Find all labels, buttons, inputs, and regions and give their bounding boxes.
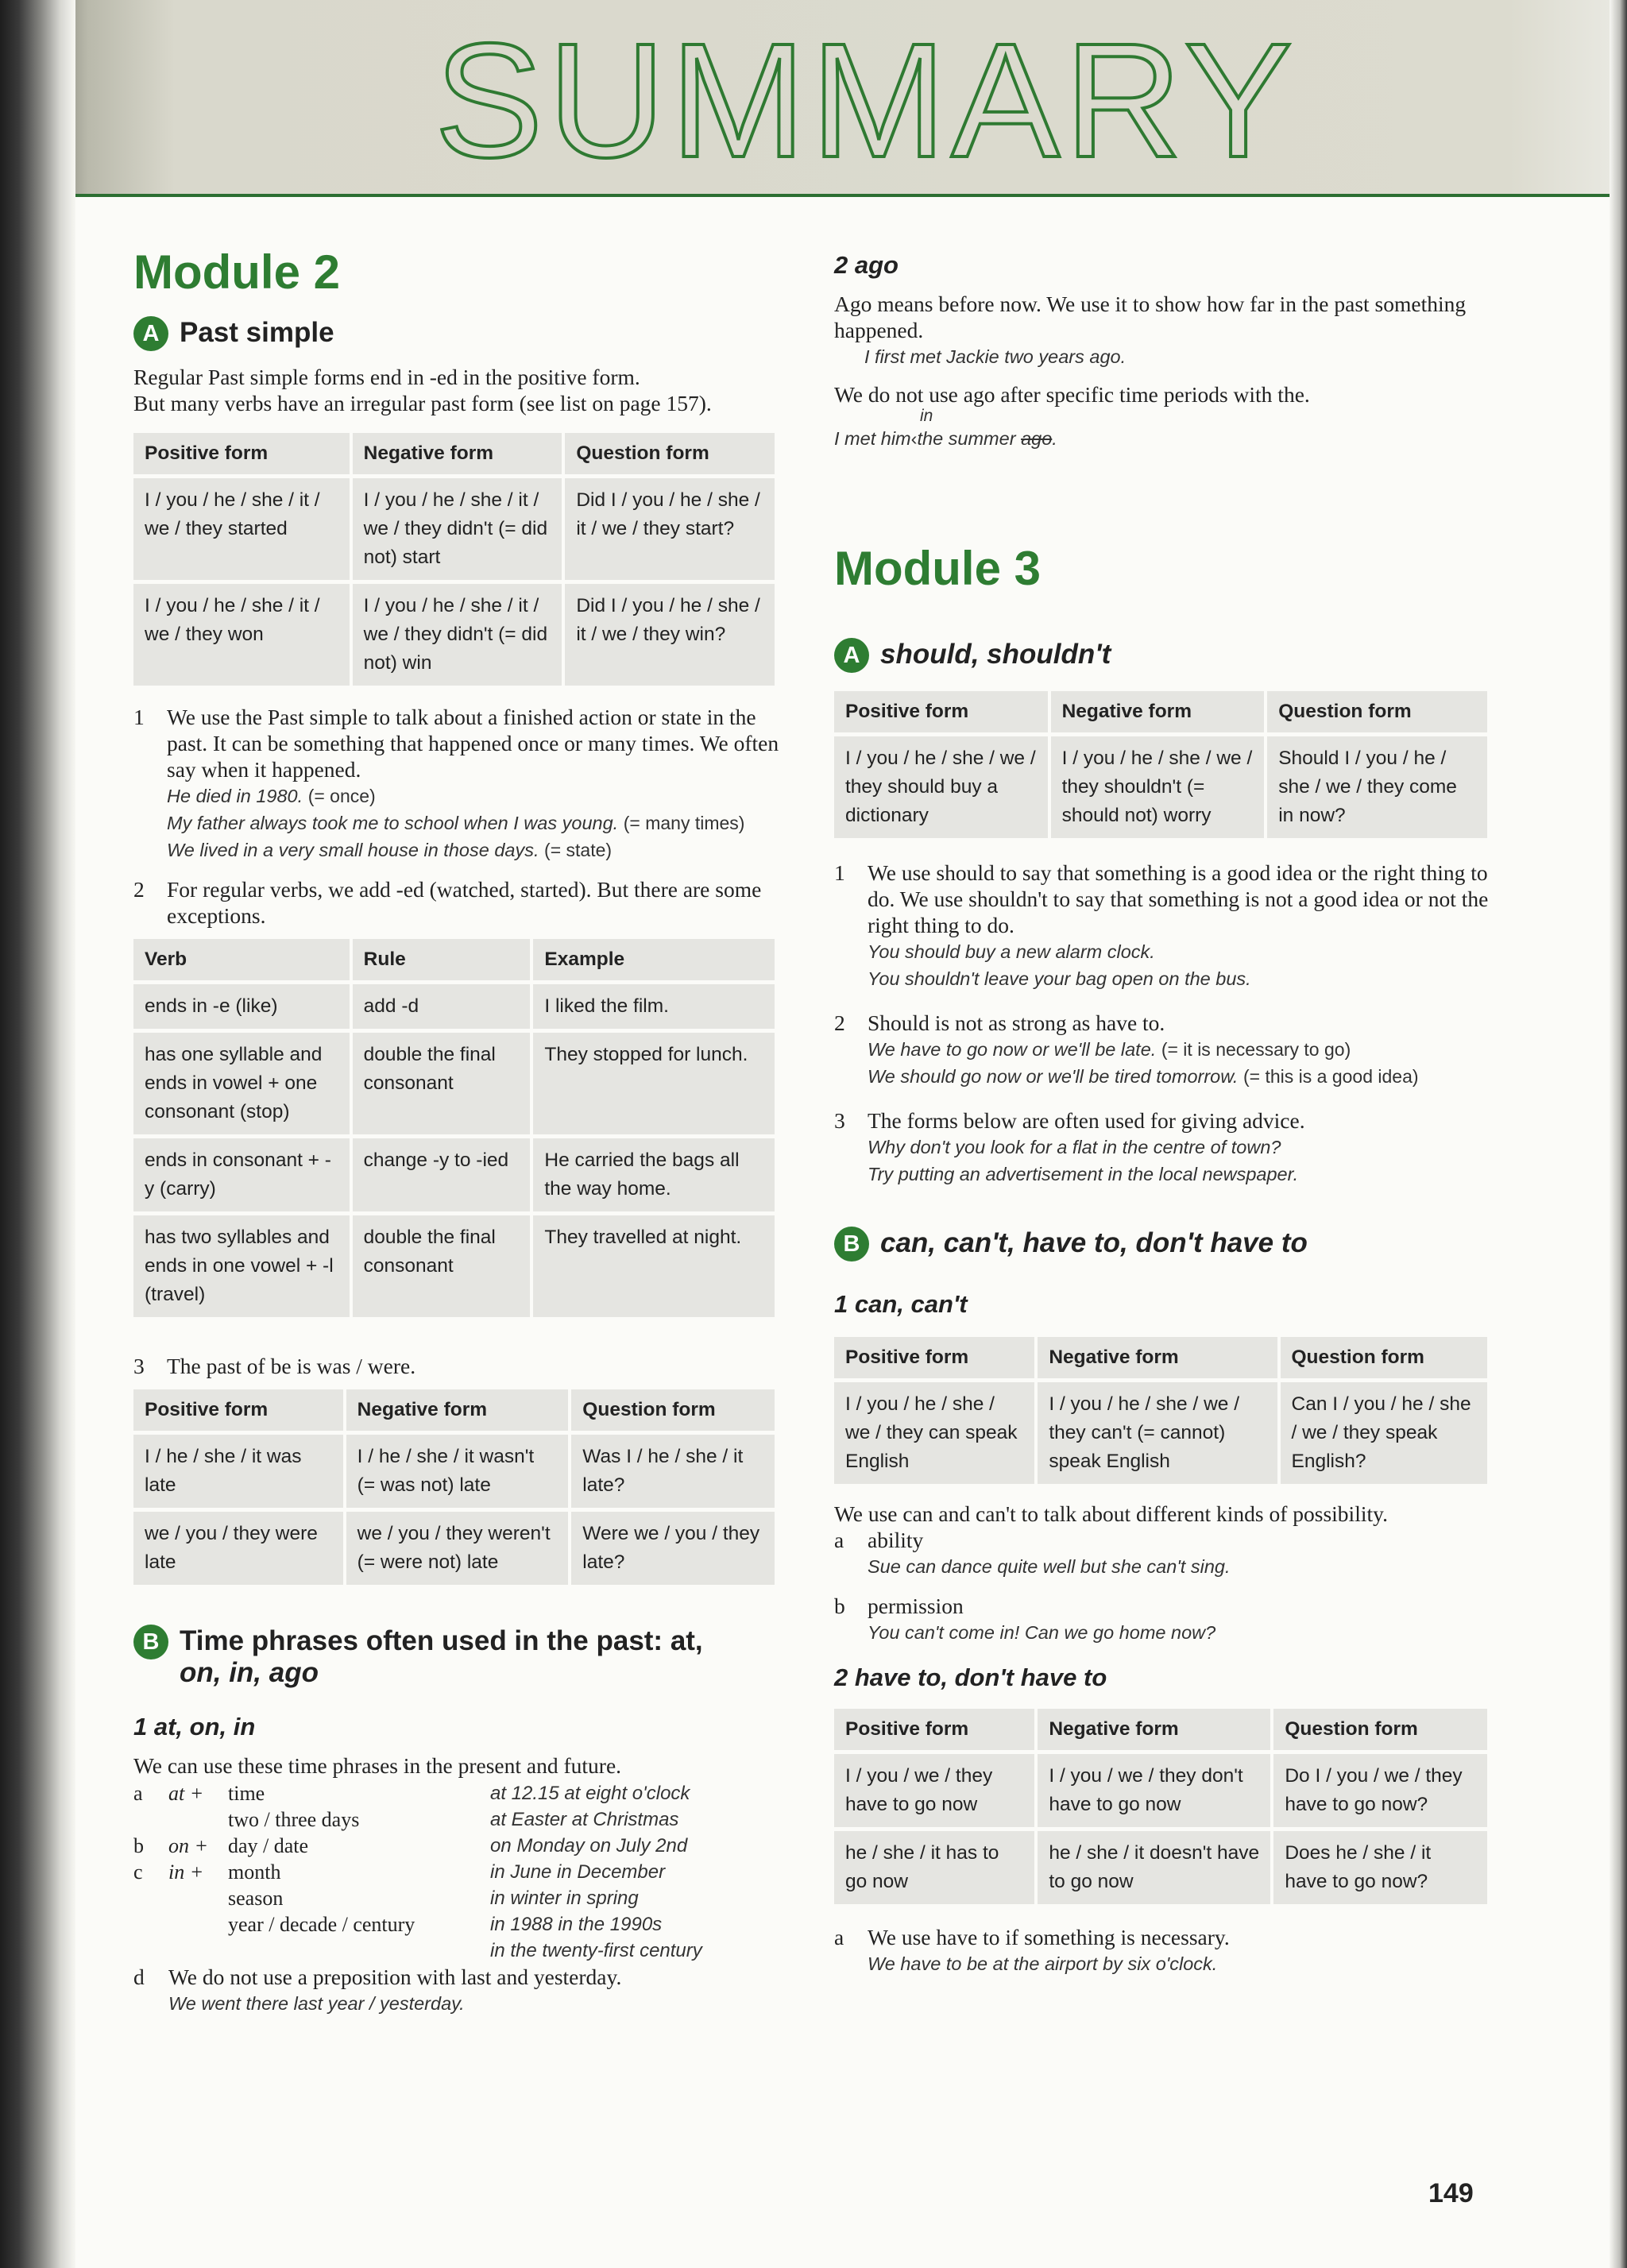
preposition: on + — [168, 1834, 209, 1857]
item-letter: b — [834, 1594, 845, 1618]
list-item — [834, 1010, 1494, 1090]
table-cell: I / you / he / she / we / they should buy a dictionary — [834, 736, 1048, 838]
section-b-heading — [834, 1226, 1494, 1262]
list-item — [133, 1885, 781, 1911]
item-text: Should is not as strong as have to. — [868, 1010, 1165, 1035]
item-letter — [133, 1938, 168, 1964]
table-cell: double the final consonant — [353, 1215, 531, 1317]
subsection-heading: 2 have to, don't have to — [834, 1663, 1107, 1691]
table-header: Positive form — [133, 433, 350, 474]
list-item — [133, 1833, 781, 1859]
example: in 1988 in the 1990s — [490, 1914, 663, 1935]
table-cell: he / she / it has to go now — [834, 1831, 1034, 1904]
example-note: (= once) — [307, 786, 376, 806]
table-cell: double the final consonant — [353, 1033, 531, 1134]
table-cell: Were we / you / they late? — [571, 1512, 775, 1585]
usage: season — [228, 1887, 284, 1910]
item-letter: c — [133, 1860, 143, 1884]
have-to-table — [831, 1705, 1490, 1908]
table-cell: has two syllables and ends in one vowel + -l (travel) — [133, 1215, 350, 1317]
table-cell: They travelled at night. — [533, 1215, 775, 1317]
struck-word: ago — [1021, 428, 1053, 449]
table-cell: we / you / they were late — [133, 1512, 343, 1585]
table-cell: I / he / she / it was late — [133, 1435, 343, 1508]
table-cell: I / you / he / she / it / we / they started — [133, 478, 350, 580]
table-cell: I / you / he / she / it / we / they didn't (= did not) win — [353, 584, 562, 686]
item-text: We use should to say that something is a good idea or the right thing to do. We use shouldn't to say that something is not a good idea or not the right thing to do. — [868, 860, 1489, 937]
example-note: (= state) — [544, 840, 613, 860]
list-item — [133, 1859, 781, 1885]
section-badge: B — [133, 1625, 168, 1659]
usage — [228, 1938, 490, 1964]
section-title: can, can't, have to, don't have to — [880, 1227, 1308, 1258]
section-b-heading — [133, 1624, 781, 1689]
intro-line-2: But many verbs have an irregular past form (see list on page 157). — [133, 391, 712, 415]
item-letter: d — [133, 1965, 145, 1989]
list-item — [834, 1924, 1494, 1977]
section-badge: A — [133, 316, 168, 351]
example: on Monday on July 2nd — [490, 1835, 688, 1857]
preposition: in + — [168, 1860, 204, 1884]
list-item — [133, 1353, 781, 1379]
item-text: We use can and can't to talk about different kinds of possibility. — [834, 1501, 1388, 1526]
table-header: Positive form — [834, 691, 1048, 732]
list-item — [834, 1527, 1494, 1580]
item-letter: b — [133, 1834, 144, 1857]
example: You shouldn't leave your bag open on the bus. — [868, 968, 1251, 989]
subsection-heading: 1 can, can't — [834, 1290, 968, 1318]
item-number: 2 — [834, 1010, 845, 1035]
section-badge: A — [834, 638, 869, 673]
table-cell: Was I / he / she / it late? — [571, 1435, 775, 1508]
table-cell: ends in consonant + -y (carry) — [133, 1138, 350, 1211]
intro-text: We can use these time phrases in the present and future. — [133, 1753, 622, 1778]
usage: time — [228, 1782, 265, 1805]
item-number: 3 — [834, 1108, 845, 1133]
spelling-rules-table — [130, 935, 778, 1321]
example-note: (= it is necessary to go) — [1161, 1039, 1351, 1060]
table-header: Question form — [1273, 1709, 1487, 1750]
example: I first met Jackie two years ago. — [864, 346, 1127, 367]
item-number: 3 — [133, 1354, 145, 1378]
table-header: Question form — [1281, 1337, 1488, 1378]
table-header: Positive form — [834, 1337, 1034, 1378]
item-text: We use the Past simple to talk about a finished action or state in the past. It can be something that happened once or many times. We often say when it happened. — [167, 705, 779, 782]
table-header: Negative form — [353, 433, 562, 474]
item-text: For regular verbs, we add -ed (watched, started). But there are some exceptions. — [167, 877, 762, 928]
list-item — [133, 1964, 781, 2017]
list-item — [133, 876, 781, 929]
item-text: The forms below are often used for giving advice. — [868, 1108, 1305, 1133]
item-text: The past of be is was / were. — [167, 1354, 416, 1378]
section-badge: B — [834, 1227, 869, 1262]
table-cell: Does he / she / it have to go now? — [1273, 1831, 1487, 1904]
table-header: Question form — [571, 1389, 775, 1431]
table-header: Negative form — [1038, 1709, 1270, 1750]
item-letter — [133, 1885, 168, 1911]
table-cell: Do I / you / we / they have to go now? — [1273, 1754, 1487, 1827]
example: We have to go now or we'll be late. — [868, 1039, 1157, 1060]
correction-mark: in — [920, 407, 933, 425]
preposition — [168, 1806, 228, 1833]
item-number: 1 — [133, 705, 145, 729]
example: My father always took me to school when I was young. — [167, 813, 619, 833]
right-column — [834, 230, 1494, 1977]
example: in winter in spring — [490, 1887, 639, 1909]
table-cell: Did I / you / he / she / it / we / they win? — [565, 584, 775, 686]
section-title-line-2: on, in, ago — [180, 1657, 319, 1688]
item-number: 1 — [834, 860, 845, 885]
usage: month — [228, 1860, 281, 1884]
table-header: Negative form — [1038, 1337, 1277, 1378]
table-cell: I / you / he / she / we / they shouldn't (= should not) worry — [1051, 736, 1265, 838]
table-header: Negative form — [1051, 691, 1265, 732]
table-cell: has one syllable and ends in vowel + one consonant (stop) — [133, 1033, 350, 1134]
table-header: Verb — [133, 939, 350, 980]
table-cell: I / you / he / she / it / we / they won — [133, 584, 350, 686]
table-cell: Should I / you / he / she / we / they come in now? — [1267, 736, 1487, 838]
list-item — [133, 1806, 781, 1833]
table-cell: They stopped for lunch. — [533, 1033, 775, 1134]
item-text: We use have to if something is necessary. — [868, 1925, 1230, 1949]
table-cell: I / you / he / she / it / we / they didn't (= did not) start — [353, 478, 562, 580]
example: I met him — [834, 428, 911, 449]
item-letter: a — [834, 1925, 844, 1949]
usage: two / three days — [228, 1808, 360, 1831]
table-cell: I / you / he / she / we / they can't (= cannot) speak English — [1038, 1382, 1277, 1484]
table-cell: I / you / we / they have to go now — [834, 1754, 1034, 1827]
list-item — [133, 1911, 781, 1938]
section-a-heading — [834, 637, 1494, 673]
item-number: 2 — [133, 877, 145, 902]
example: in June in December — [490, 1861, 666, 1883]
page-number: 149 — [1428, 2178, 1474, 2208]
table-cell: He carried the bags all the way home. — [533, 1138, 775, 1211]
example-note: (= this is a good idea) — [1242, 1066, 1419, 1087]
table-cell: I / you / he / she / we / they can speak English — [834, 1382, 1034, 1484]
table-cell: Can I / you / he / she / we / they speak English? — [1281, 1382, 1488, 1484]
subsection-heading: 1 at, on, in — [133, 1713, 256, 1741]
item-text: We do not use ago after specific time periods with the. — [834, 382, 1310, 407]
list-item — [133, 1938, 781, 1964]
example-note: (= many times) — [623, 813, 745, 833]
example: Sue can dance quite well but she can't sing. — [868, 1556, 1231, 1577]
should-table — [831, 687, 1490, 842]
intro-line-1: Regular Past simple forms end in -ed in the positive form. — [133, 365, 640, 389]
table-cell: we / you / they weren't (= were not) late — [346, 1512, 569, 1585]
preposition — [168, 1911, 228, 1938]
item-text: permission — [868, 1594, 964, 1618]
table-header: Positive form — [133, 1389, 343, 1431]
item-letter: a — [834, 1528, 844, 1552]
example: Why don't you look for a flat in the centre of town? — [868, 1137, 1281, 1157]
table-header: Question form — [1267, 691, 1487, 732]
left-column — [133, 230, 781, 2017]
usage: year / decade / century — [228, 1913, 415, 1936]
item-letter — [133, 1806, 168, 1833]
table-header: Question form — [565, 433, 775, 474]
example: We lived in a very small house in those days. — [167, 840, 539, 860]
section-a-heading — [133, 315, 781, 351]
example: We have to be at the airport by six o'clock. — [868, 1953, 1218, 1974]
subsection-heading: 2 ago — [834, 251, 899, 279]
table-header: Rule — [353, 939, 531, 980]
example: Try putting an advertisement in the local newspaper. — [868, 1164, 1299, 1184]
preposition: at + — [168, 1782, 204, 1805]
example: the summer — [917, 428, 1016, 449]
item-text: We do not use a preposition with last and yesterday. — [168, 1965, 622, 1989]
section-title-line-1: Time phrases often used in the past: at, — [180, 1625, 703, 1656]
example: We should go now or we'll be tired tomorrow. — [868, 1066, 1239, 1087]
list-item — [834, 860, 1494, 992]
module-3-heading: Module 3 — [834, 542, 1042, 595]
preposition — [168, 1938, 228, 1964]
section-title: Past simple — [180, 317, 334, 348]
list-item — [834, 1107, 1494, 1188]
header-rule — [48, 194, 1621, 197]
table-cell: he / she / it doesn't have to go now — [1038, 1831, 1270, 1904]
list-item — [133, 704, 781, 864]
item-letter — [133, 1911, 168, 1938]
item-letter: a — [133, 1782, 143, 1805]
table-cell: I / he / she / it wasn't (= was not) late — [346, 1435, 569, 1508]
book-spine-shadow — [0, 0, 75, 2268]
usage: day / date — [228, 1834, 309, 1857]
section-title: should, shouldn't — [880, 639, 1111, 670]
table-cell: I / you / we / they don't have to go now — [1038, 1754, 1270, 1827]
intro-text — [133, 364, 781, 416]
example: He died in 1980. — [167, 786, 303, 806]
page-edge-shadow — [1610, 0, 1627, 2268]
example: in the twenty-first century — [490, 1940, 702, 1961]
example: We went there last year / yesterday. — [168, 1993, 465, 2014]
example: You should buy a new alarm clock. — [868, 941, 1155, 962]
example: at Easter at Christmas — [490, 1809, 679, 1830]
item-text: ability — [868, 1528, 924, 1552]
example: at 12.15 at eight o'clock — [490, 1783, 690, 1804]
page-title: SUMMARY — [434, 10, 1298, 191]
preposition — [168, 1885, 228, 1911]
table-header: Example — [533, 939, 775, 980]
past-simple-table — [130, 429, 778, 690]
item-text: Ago means before now. We use it to show how far in the past something happened. — [834, 292, 1467, 342]
list-item — [834, 1593, 1494, 1646]
table-cell: Did I / you / he / she / it / we / they start? — [565, 478, 775, 580]
be-past-table — [130, 1385, 778, 1589]
table-cell: change -y to -ied — [353, 1138, 531, 1211]
table-header: Negative form — [346, 1389, 569, 1431]
table-cell: I liked the film. — [533, 984, 775, 1029]
time-phrases-list — [133, 1780, 781, 1964]
example: You can't come in! Can we go home now? — [868, 1622, 1216, 1643]
module-2-heading: Module 2 — [133, 245, 341, 299]
correction-example: in I met him‹the summer ago. — [834, 408, 1494, 452]
table-cell: ends in -e (like) — [133, 984, 350, 1029]
table-header: Positive form — [834, 1709, 1034, 1750]
list-item — [133, 1780, 781, 1806]
can-table — [831, 1333, 1490, 1488]
table-cell: add -d — [353, 984, 531, 1029]
caret-icon: ‹ — [910, 428, 918, 449]
